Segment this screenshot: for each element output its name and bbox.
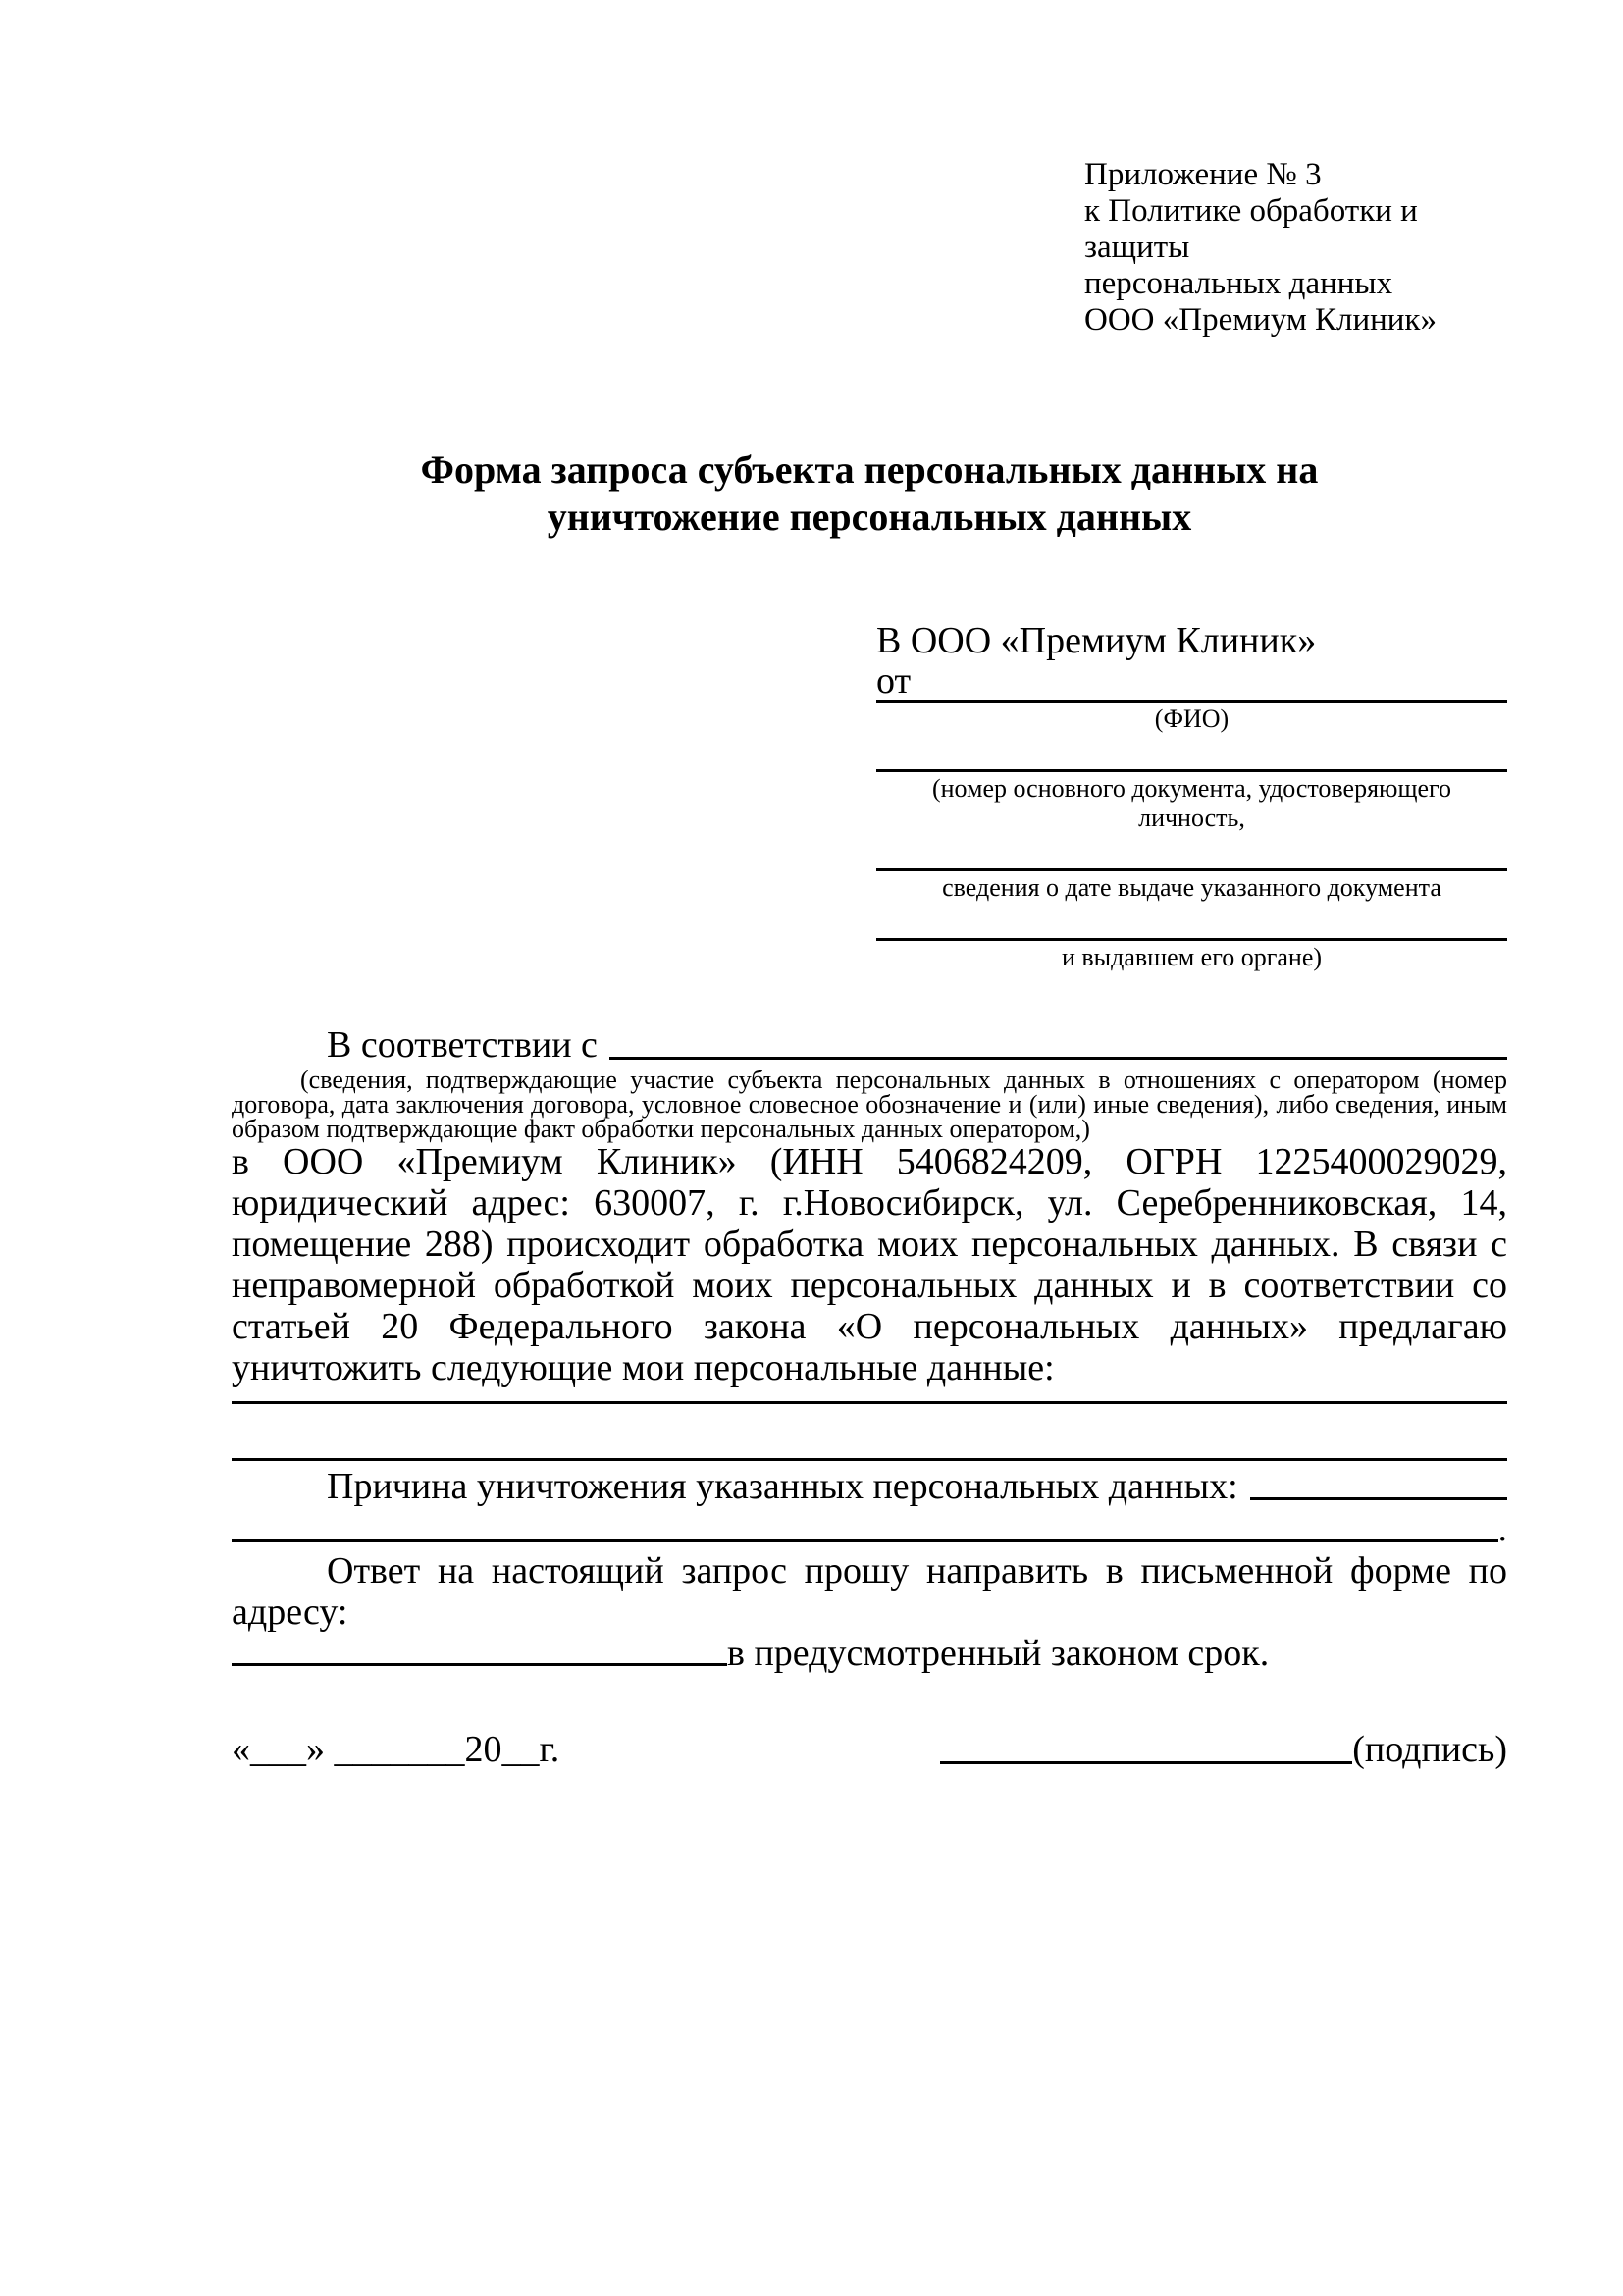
signature-block: [940, 1728, 1507, 1772]
appendix-header: [1084, 157, 1507, 339]
blank-fill-line: [232, 1388, 1507, 1404]
field-caption: и выдавшем его органе): [1061, 943, 1323, 971]
field-caption: (ФИО): [1154, 704, 1230, 733]
reason-label: Причина уничтожения указанных персональных данных:: [327, 1466, 1238, 1507]
accordance-label: В соответствии с: [327, 1024, 598, 1066]
appendix-header-line: Приложение № 3: [1084, 157, 1322, 192]
accordance-note: (сведения, подтверждающие участие субъекта персональных данных в отношениях с оператором (номер договора, дата заключения договора, условное словесное обозначение и (или) иные сведения), либо сведения, иным образом подтверждающие факт обработки персональных данных оператором,): [232, 1066, 1507, 1143]
blank-fill-line: [232, 1404, 1507, 1461]
identity-document-field: [876, 769, 1507, 833]
addressee-organization: В ООО «Премиум Клиник»: [876, 620, 1317, 661]
signature-line: [940, 1761, 1352, 1764]
appendix-header-line: персональных данных: [1084, 266, 1393, 301]
date-placeholder: «___» _______20__г.: [232, 1729, 560, 1770]
document-title: Форма запроса субъекта персональных данных на уничтожение персональных данных: [420, 447, 1319, 539]
line-terminator: .: [1497, 1508, 1507, 1549]
appendix-header-line: ООО «Премиум Клиник»: [1084, 302, 1437, 338]
reason-row: [232, 1466, 1507, 1508]
response-address-row: [232, 1633, 1507, 1674]
accordance-row: [232, 1023, 1507, 1068]
fio-field: [876, 700, 1507, 734]
from-label: от: [876, 660, 912, 702]
main-paragraph: в ООО «Премиум Клиник» (ИНН 5406824209, ОГРН 1225400029029, юридический адрес: 630007, г. г.Новосибирск, ул. Серебренниковская, 14, помещение 288) происходит обработка моих персональных данных. В связи с неправомерной обработкой моих персональных данных и в соответствии со статьей 20 Федерального закона «О персональных данных» предлагаю уничтожить следующие мои персональные данные:: [232, 1141, 1507, 1388]
response-request-paragraph: Ответ на настоящий запрос прошу направить в письменной форме по адресу:: [232, 1550, 1507, 1633]
reason-fill-line: [1250, 1466, 1507, 1500]
response-suffix: в предусмотренный законом срок.: [727, 1633, 1270, 1674]
issue-date-field: [876, 868, 1507, 903]
date-signature-row: [232, 1728, 1507, 1772]
blank-fill-line: [232, 1539, 1498, 1542]
accordance-fill-line: [609, 1023, 1507, 1060]
issuing-authority-field: [876, 938, 1507, 972]
appendix-header-line: к Политике обработки и защиты: [1084, 193, 1418, 265]
signature-caption: (подпись): [1352, 1729, 1507, 1770]
field-caption: (номер основного документа, удостоверяющего личность,: [931, 774, 1452, 832]
address-fill-line: [232, 1663, 727, 1666]
fill-line-with-period: [232, 1508, 1507, 1550]
addressee-block: [876, 619, 1507, 972]
field-caption: сведения о дате выдаче указанного документа: [942, 873, 1441, 902]
